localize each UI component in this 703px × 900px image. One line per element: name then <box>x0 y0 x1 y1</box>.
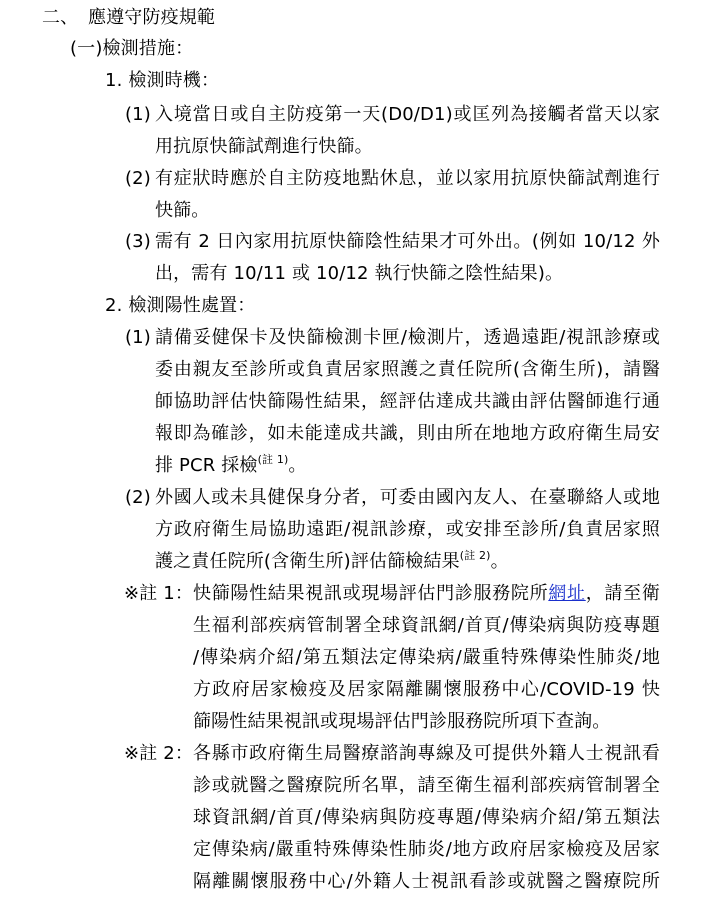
item1-title: 1. 檢測時機： <box>105 70 220 91</box>
note1-text-after-link: ，請至衛 <box>585 583 660 604</box>
subsection-title: (一)檢測措施： <box>70 38 194 59</box>
note1-line: 方政府居家檢疫及居家隔離關懷服務中心/COVID-19 快 <box>193 679 660 700</box>
item2-p1-line: 請備妥健保卡及快篩檢測卡匣/檢測片，透過遠距/視訊診療或 <box>155 327 660 348</box>
item2-p2-last-line <box>155 546 509 578</box>
item1-p3-line: 需有 2 日內家用抗原快篩陰性結果才可外出。(例如 10/12 外 <box>155 231 660 252</box>
footnote-ref-1: (註 1) <box>257 453 289 466</box>
item2-p2-number: (2) <box>125 487 151 508</box>
item2-p2-line: 方政府衛生局協助遠距/視訊診療，或安排至診所/負責居家照 <box>155 519 660 540</box>
item2-p1-line: 師協助評估快篩陽性結果，經評估達成共識由評估醫師進行通 <box>155 391 660 412</box>
item2-p1-line: 報即為確診，如未能達成共識，則由所在地地方政府衛生局安 <box>155 423 660 444</box>
note1-url-link[interactable]: 網址 <box>548 583 586 604</box>
item1-p3-number: (3) <box>125 231 151 252</box>
item2-p2-last-text: 護之責任院所(含衛生所)評估篩檢結果 <box>155 551 460 572</box>
item2-title: 2. 檢測陽性處置： <box>105 295 256 316</box>
item2-p1-last-line <box>155 450 307 482</box>
item1-p1-line: 用抗原快篩試劑進行快篩。 <box>155 136 373 157</box>
note2-label: ※註 2： <box>124 743 194 764</box>
note2-line: 診或就醫之醫療院所名單，請至衛生福利部疾病管制署全 <box>193 775 660 796</box>
note1-first-line <box>193 578 660 610</box>
note1-line: 篩陽性結果視訊或現場評估門診服務院所項下查詢。 <box>193 711 611 732</box>
item2-p2-line: 外國人或未具健保身分者，可委由國內友人、在臺聯絡人或地 <box>155 487 660 508</box>
section-number: 二、 <box>42 7 79 28</box>
note1-text-before-link: 快篩陽性結果視訊或現場評估門診服務院所 <box>193 583 549 604</box>
note2-line: 隔離關懷服務中心/外籍人士視訊看診或就醫之醫療院所 <box>193 871 660 892</box>
note1-line: /傳染病介紹/第五類法定傳染病/嚴重特殊傳染性肺炎/地 <box>193 647 660 668</box>
item2-p1-last-end: 。 <box>288 455 307 476</box>
section-title: 應遵守防疫規範 <box>88 7 216 28</box>
item2-p1-line: 委由親友至診所或負責居家照護之責任院所(含衛生所)，請醫 <box>155 359 660 380</box>
item1-p3-line: 出，需有 10/11 或 10/12 執行快篩之陰性結果)。 <box>155 263 564 284</box>
footnote-ref-2: (註 2) <box>459 549 491 562</box>
item1-p1-line: 入境當日或自主防疫第一天(D0/D1)或匡列為接觸者當天以家 <box>155 104 660 125</box>
note2-line: 球資訊網/首頁/傳染病與防疫專題/傳染病介紹/第五類法 <box>193 807 660 828</box>
note2-line: 定傳染病/嚴重特殊傳染性肺炎/地方政府居家檢疫及居家 <box>193 839 660 860</box>
item2-p1-number: (1) <box>125 327 151 348</box>
item1-p2-number: (2) <box>125 168 151 189</box>
note1-label: ※註 1： <box>124 583 194 604</box>
item1-p1-number: (1) <box>125 104 151 125</box>
item2-p1-last-text: 排 PCR 採檢 <box>155 455 258 476</box>
note2-line: 各縣市政府衛生局醫療諮詢專線及可提供外籍人士視訊看 <box>193 743 660 764</box>
item1-p2-line: 快篩。 <box>155 200 210 221</box>
note1-line: 生福利部疾病管制署全球資訊網/首頁/傳染病與防疫專題 <box>193 615 660 636</box>
item2-p2-last-end: 。 <box>490 551 509 572</box>
item1-p2-line: 有症狀時應於自主防疫地點休息，並以家用抗原快篩試劑進行 <box>155 168 660 189</box>
